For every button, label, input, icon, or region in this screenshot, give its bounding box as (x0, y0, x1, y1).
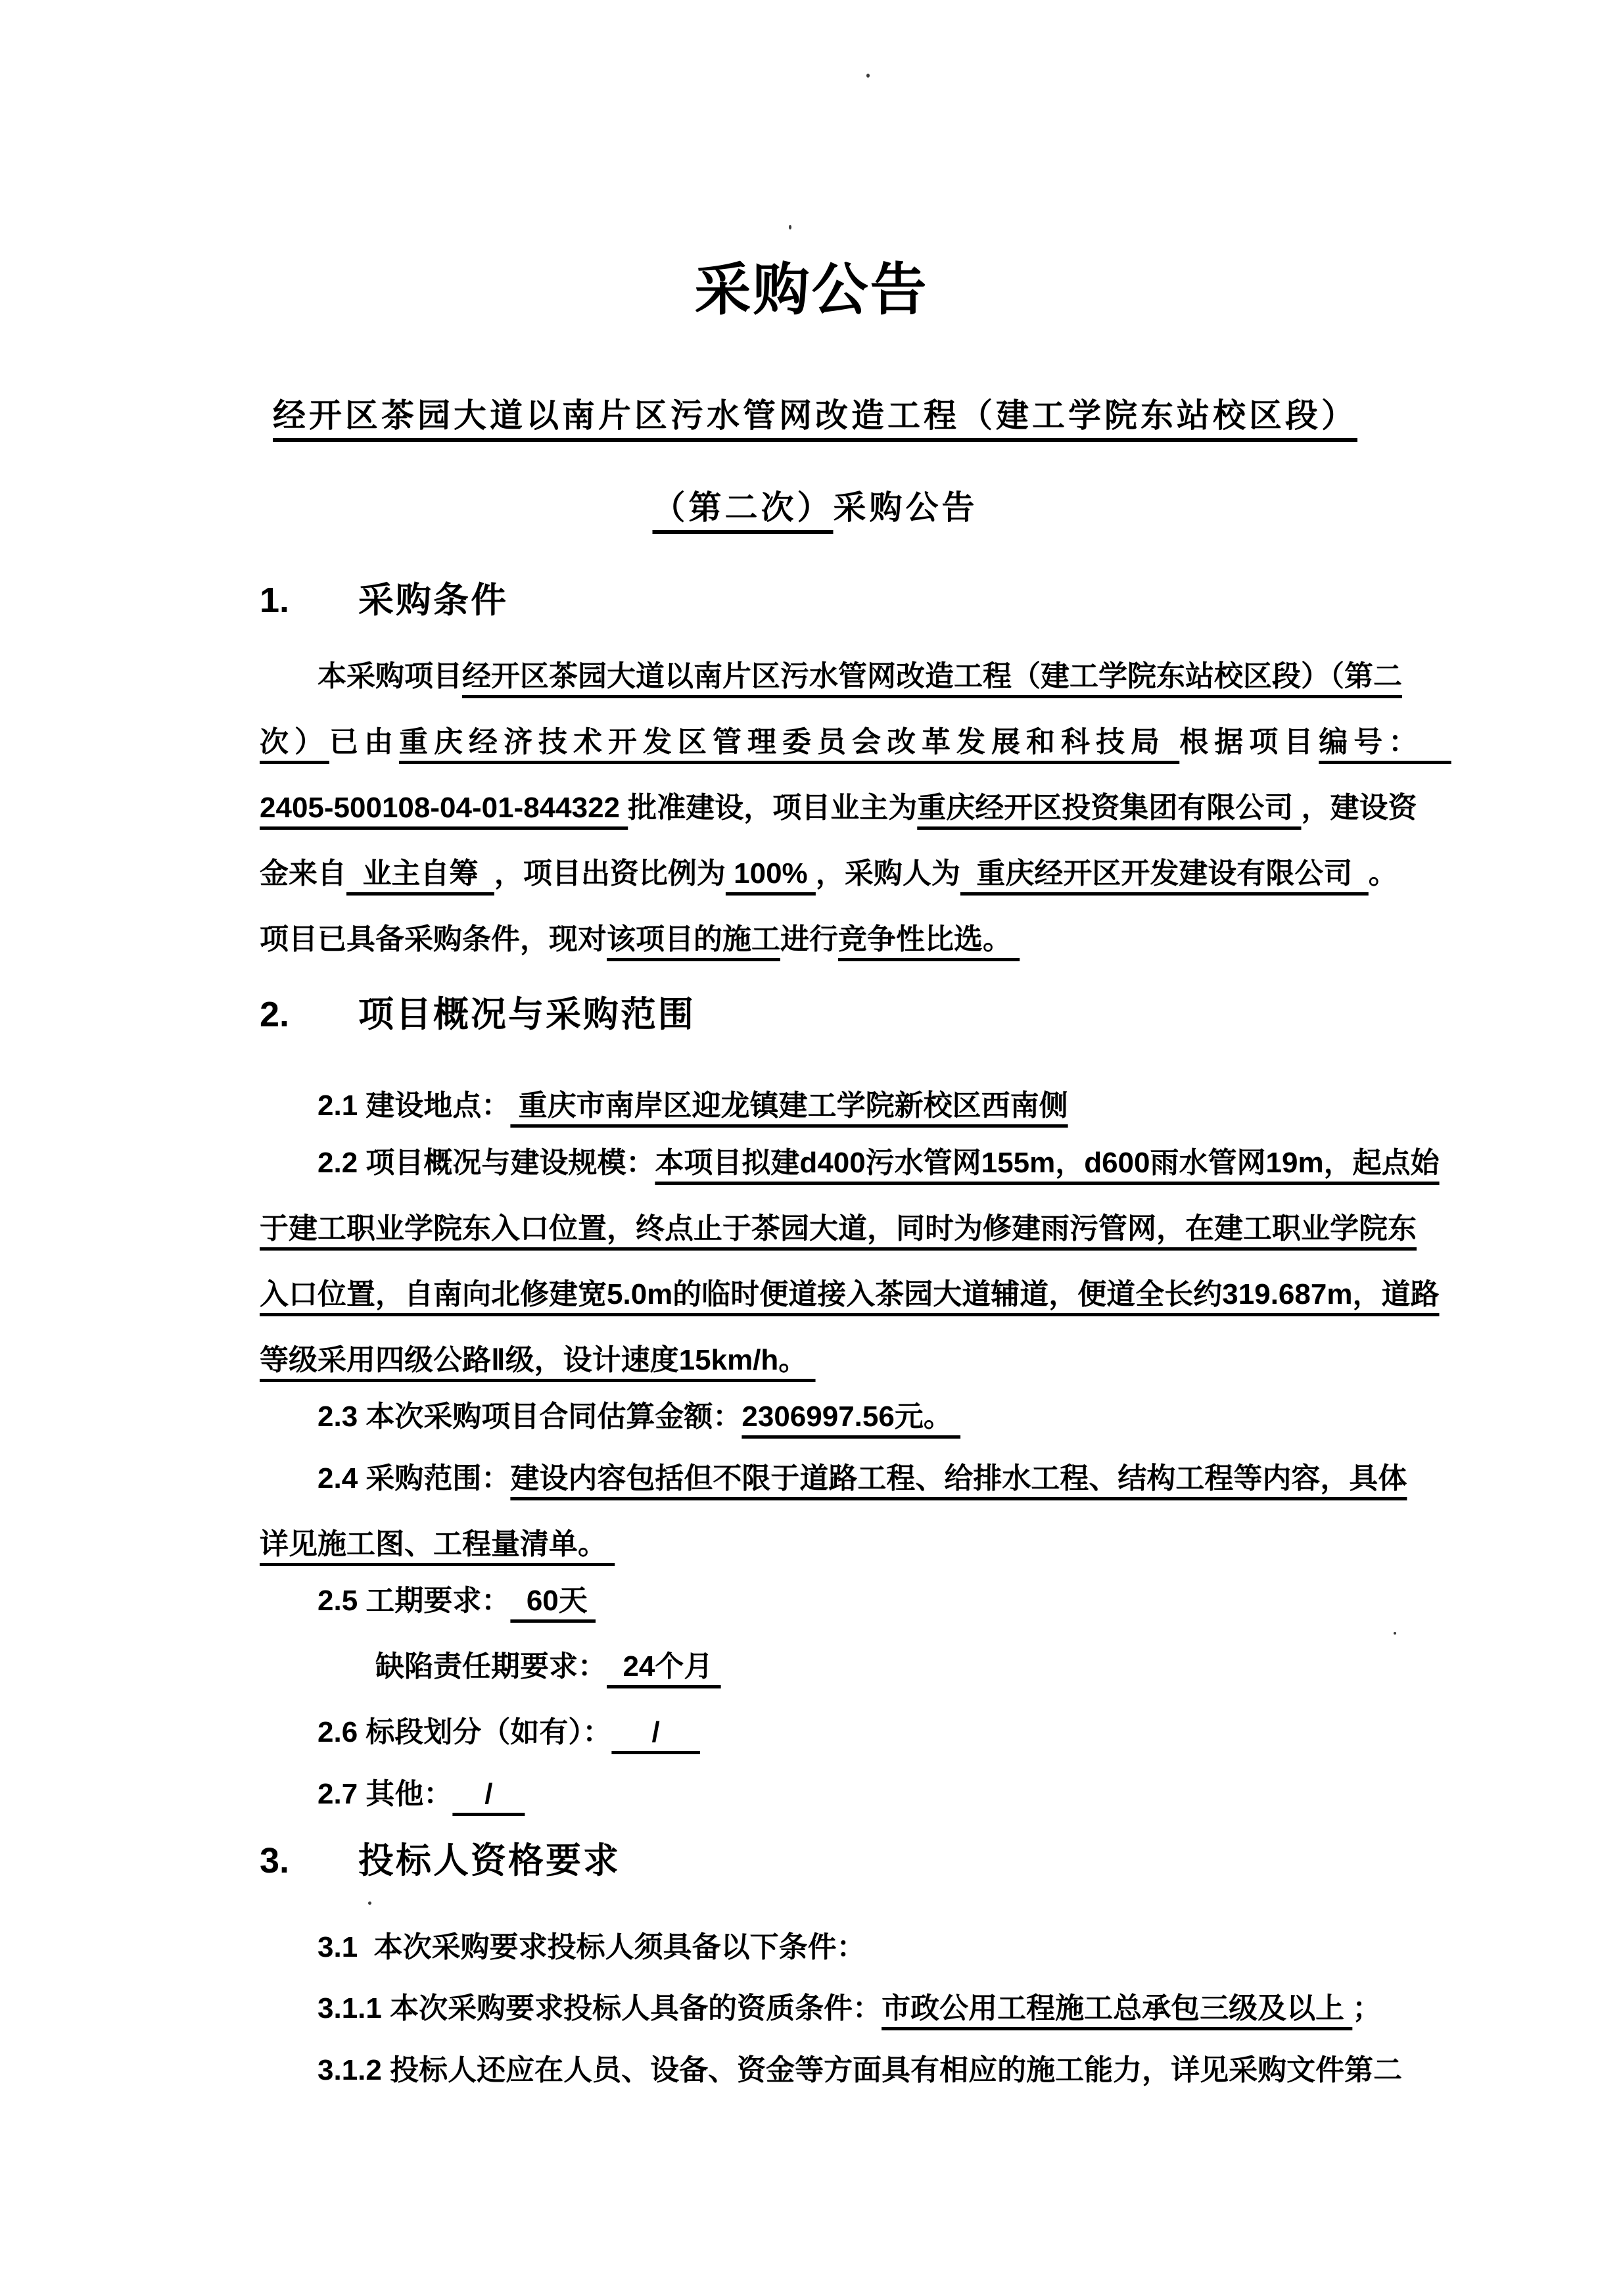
plain-text: 2.4 采购范围： (318, 1462, 511, 1495)
plain-text: 2.3 本次采购项目合同估算金额： (318, 1400, 742, 1433)
underlined-text: 2306997.56元。 (741, 1400, 961, 1433)
section-3-heading (260, 1838, 621, 1884)
text-line (260, 841, 1417, 907)
underlined-text: 市政公用工程施工总承包三级及以上 (882, 1992, 1353, 2024)
text-line (260, 1634, 1417, 1700)
section-2-title: 项目概况与采购范围 (358, 995, 695, 1034)
underlined-text: 次） (260, 726, 329, 758)
plain-text: 批准建设，项目业主为 (628, 792, 918, 824)
text-line (260, 1384, 1417, 1450)
document-title: 采购公告 (694, 258, 929, 322)
scan-speck (866, 74, 870, 78)
underlined-text: （第二次） (652, 489, 834, 526)
section-1-paragraph (260, 644, 1451, 972)
text-line (260, 1915, 1417, 1980)
plain-text: 根据项目 (1179, 726, 1319, 758)
underlined-text: 60天 (510, 1585, 596, 1617)
text-line (260, 1446, 1417, 1512)
plain-text: 2.1 建设地点： (318, 1089, 511, 1122)
underlined-text: 重庆经开区开发建设有限公司 (960, 857, 1369, 890)
underlined-text: 100% (725, 857, 816, 890)
section-1-heading (260, 577, 508, 623)
section-1-title: 采购条件 (358, 581, 508, 620)
project-name-line-2 (237, 488, 1394, 527)
item-2-5 (260, 1568, 1417, 1634)
underlined-text: 经开区茶园大道以南片区污水管网改造工程（建工学院东站校区段） (273, 397, 1357, 434)
section-2-number: 2. (260, 995, 290, 1034)
text-line (260, 1512, 1417, 1577)
underlined-text: 竞争性比选。 (838, 923, 1020, 955)
underlined-text: 重庆市南岸区迎龙镇建工学院新校区西南侧 (510, 1089, 1068, 1122)
underlined-text: / (452, 1778, 525, 1810)
text-line (260, 644, 1417, 709)
item-2-4-paragraph (260, 1446, 1417, 1577)
text-line (260, 1327, 1417, 1393)
underlined-text: 业主自筹 (346, 857, 494, 890)
item-3-1-1 (260, 1976, 1417, 2042)
underlined-text: 重庆经济技术开发区管理委员会改革发展和科技局 (399, 726, 1180, 758)
plain-text: 3.1 本次采购要求投标人须具备以下条件： (318, 1931, 866, 1963)
underlined-text: / (611, 1716, 700, 1748)
underlined-text: 入口位置，自南向北修建宽5.0m的临时便道接入茶园大道辅道，便道全长约319.687m，道路 (260, 1278, 1440, 1310)
item-2-3 (260, 1384, 1417, 1450)
section-3-title: 投标人资格要求 (358, 1841, 621, 1880)
plain-text: 2.5 工期要求： (318, 1585, 511, 1617)
underlined-text: 2405-500108-04-01-844322 (260, 792, 628, 824)
underlined-text: 建设内容包括但不限于道路工程、给排水工程、结构工程等内容，具体 (510, 1462, 1407, 1495)
underlined-text: 经开区茶园大道以南片区污水管网改造工程（建工学院东站校区段）（第二 (462, 660, 1402, 692)
item-2-6 (260, 1700, 1417, 1765)
project-name-line-1 (237, 396, 1394, 435)
section-2-heading (260, 992, 695, 1038)
scan-speck (789, 225, 791, 229)
text-line (260, 1976, 1417, 2042)
plain-text: 进行 (780, 923, 838, 955)
item-2-1 (260, 1073, 1417, 1139)
underlined-text: 于建工职业学院东入口位置，终点止于茶园大道，同时为修建雨污管网，在建工职业学院东 (260, 1212, 1417, 1245)
plain-text: 本采购项目 (318, 660, 462, 692)
text-line (260, 775, 1417, 841)
plain-text: 3.1.1 本次采购要求投标人具备的资质条件： (318, 1992, 882, 2024)
text-line (260, 907, 1417, 972)
plain-text: 3.1.2 投标人还应在人员、设备、资金等方面具有相应的施工能力，详见采购文件第二 (318, 2054, 1403, 2086)
underlined-text: 详见施工图、工程量清单。 (260, 1528, 615, 1560)
plain-text: ，项目出资比例为 (494, 857, 726, 890)
underlined-text: 该项目的施工 (607, 923, 780, 955)
plain-text: 2.2 项目概况与建设规模： (318, 1147, 655, 1179)
plain-text: 2.7 其他： (318, 1778, 453, 1810)
plain-text: ，采购人为 (815, 857, 960, 890)
text-line (260, 1568, 1417, 1634)
text-line (260, 1073, 1417, 1139)
plain-text: 采购公告 (833, 489, 978, 526)
text-line (260, 1130, 1440, 1196)
plain-text: 金来自 (260, 857, 346, 890)
scan-speck (368, 1901, 371, 1905)
item-3-1 (260, 1915, 1417, 1980)
plain-text: 已由 (329, 726, 399, 758)
text-line (260, 2038, 1417, 2103)
text-line (260, 1262, 1440, 1327)
plain-text: ，建设资 (1301, 792, 1417, 824)
text-line (260, 1761, 1417, 1827)
section-3-number: 3. (260, 1841, 290, 1880)
item-2-2-paragraph (260, 1130, 1440, 1393)
plain-text: 缺陷责任期要求： (375, 1650, 607, 1683)
item-2-5-defect-period (260, 1634, 1417, 1700)
item-3-1-2 (260, 2038, 1417, 2103)
underlined-text: 等级采用四级公路Ⅱ级，设计速度15km/h。 (260, 1344, 816, 1376)
underlined-text: 24个月 (607, 1650, 721, 1683)
text-line (260, 1700, 1417, 1765)
plain-text: 项目已具备采购条件，现对 (260, 923, 607, 955)
underlined-text: 重庆经开区投资集团有限公司 (917, 792, 1302, 824)
underlined-text: 本项目拟建d400污水管网155m，d600雨水管网19m，起点始 (655, 1147, 1440, 1179)
plain-text: 。 (1368, 857, 1398, 890)
section-1-number: 1. (260, 581, 290, 620)
text-line (260, 709, 1451, 775)
underlined-text: 编号： (1319, 726, 1451, 758)
plain-text: ； (1352, 1992, 1382, 2024)
plain-text: 2.6 标段划分（如有）： (318, 1716, 612, 1748)
item-2-7 (260, 1761, 1417, 1827)
text-line (260, 1196, 1417, 1262)
